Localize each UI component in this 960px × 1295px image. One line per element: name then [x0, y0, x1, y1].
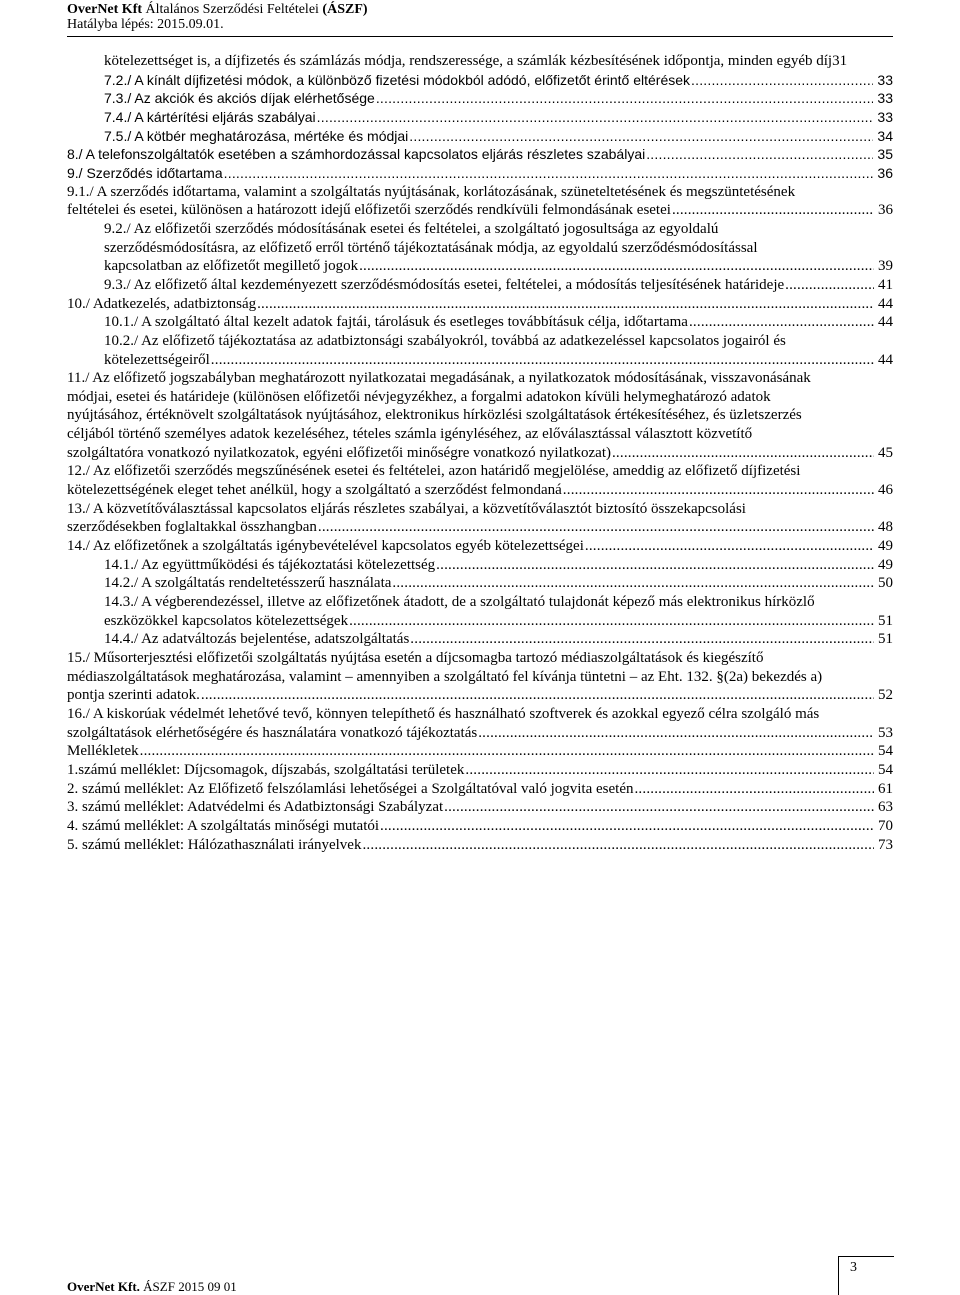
document-header: [67, 2, 368, 32]
toc-entry-title: 15./ Műsorterjesztési előfizetői szolgáltatás nyújtása esetén a díjcsomagba tartozó médiaszolgáltatások és kiegészítő: [67, 650, 764, 666]
toc-entry: [0, 836, 893, 855]
toc-entry: [0, 630, 893, 649]
toc-entry-title: 14.3./ A végberendezéssel, illetve az előfizetőnek átadott, de a szolgáltató tulajdonát képező más elektronikus hírközlő: [104, 594, 815, 611]
toc-entry: [0, 71, 893, 90]
toc-entry: [0, 276, 893, 295]
toc-entry-page: 70: [878, 817, 893, 834]
toc-entry: [0, 686, 893, 705]
toc-entry-continuation: [0, 462, 893, 481]
toc-entry-continuation: [0, 220, 893, 239]
dot-leader: [634, 780, 874, 799]
toc-entry: [0, 52, 893, 71]
toc-entry-title: céljából történő személyes adatok kezeléséhez, tételes számla igényléséhez, az előválasztással választott közvetítő: [67, 426, 753, 443]
toc-entry: [0, 127, 893, 146]
toc-entry: [0, 313, 893, 332]
toc-entry: [0, 444, 893, 463]
toc-entry-title: feltételei és esetei, különösen a határozott idejű előfizetői szerződés rendkívüli felmondásának esetei: [67, 202, 671, 219]
footer-company: OverNet Kft.: [67, 1279, 140, 1294]
toc-entry-title: 10.2./ Az előfizető tájékoztatása az adatbiztonsági szabályokról, továbbá az adatkezeléssel kapcsolatos jogairól és: [104, 332, 786, 349]
toc-entry-title: 2. számú melléklet: Az Előfizető felszólamlási lehetőségei a Szolgáltatóval való jogvita esetén: [67, 780, 634, 797]
toc-entry-title: 7.3./ Az akciók és akciós díjak elérhetősége: [104, 90, 375, 107]
toc-entry: [0, 89, 893, 108]
toc-entry-title: 7.5./ A kötbér meghatározása, mértéke és módjai: [104, 127, 409, 144]
document-abbreviation: (ÁSZF): [322, 2, 368, 17]
dot-leader: [585, 537, 874, 556]
document-footer: [67, 1280, 237, 1294]
toc-entry-page: 34: [877, 127, 893, 144]
toc-entry: [0, 742, 893, 761]
dot-leader: [409, 127, 873, 146]
toc-entry-title: 14.4./ Az adatváltozás bejelentése, adatszolgáltatás: [104, 631, 410, 648]
effective-date: Hatályba lépés: 2015.09.01.: [67, 17, 224, 32]
toc-entry-title: 14./ Az előfizetőnek a szolgáltatás igénybevételével kapcsolatos egyéb kötelezettségei: [67, 538, 584, 555]
toc-entry: [0, 724, 893, 743]
toc-entry-page: 44: [878, 314, 893, 331]
dot-leader: [689, 313, 874, 332]
toc-entry-continuation: [0, 332, 893, 351]
table-of-contents: [0, 52, 893, 854]
page-number-box: [838, 1256, 894, 1295]
toc-entry-title: kötelezettséget is, a díjfizetés és számlázás módja, rendszeressége, a számlák kézbesítésének időpontja, minden egyéb díj: [104, 53, 833, 69]
toc-entry-page: 44: [878, 351, 893, 368]
toc-entry: [0, 518, 893, 537]
toc-entry-page: 36: [877, 164, 893, 181]
footer-document-id: ÁSZF 2015 09 01: [143, 1279, 237, 1294]
toc-entry-title: kapcsolatban az előfizetőt megillető jogok: [104, 258, 359, 275]
toc-entry-page: 51: [878, 612, 893, 629]
toc-entry-title: 1.számú melléklet: Díjcsomagok, díjszabás, szolgáltatási területek: [67, 761, 465, 778]
toc-entry: [0, 556, 893, 575]
dot-leader: [563, 481, 874, 500]
toc-entry: [0, 295, 893, 314]
dot-leader: [359, 257, 874, 276]
toc-entry: [0, 537, 893, 556]
toc-entry-title: 3. számú melléklet: Adatvédelmi és Adatbiztonsági Szabályzat: [67, 799, 444, 816]
toc-entry-page: 54: [878, 761, 893, 778]
toc-entry-title: módjai, esetei és határideje (különösen előfizetői névjegyzékhez, a forgalmi adatokon kívüli helymeghatározó adatok: [67, 388, 771, 405]
toc-entry-continuation: [0, 649, 893, 668]
toc-entry-title: 9./ Szerződés időtartama: [67, 164, 223, 181]
toc-entry-continuation: [0, 369, 893, 388]
dot-leader: [380, 817, 874, 836]
dot-leader: [410, 630, 874, 649]
dot-leader: [140, 742, 874, 761]
toc-entry-continuation: [0, 705, 893, 724]
toc-entry-title: 14.1./ Az együttműködési és tájékoztatási kötelezettség: [104, 556, 436, 573]
toc-entry-title: 12./ Az előfizetői szerződés megszűnésének esetei és feltételei, azon határidő megjelölése, ameddig az előfizető díjfizetési: [67, 463, 801, 480]
dot-leader: [612, 444, 874, 463]
header-title-line: [67, 2, 368, 17]
toc-entry-continuation: [0, 425, 893, 444]
toc-entry-continuation: [0, 593, 893, 612]
toc-entry-page: 54: [878, 743, 893, 760]
toc-entry-continuation: [0, 388, 893, 407]
dot-leader: [224, 164, 874, 183]
dot-leader: [465, 761, 874, 780]
toc-entry-page: 44: [878, 295, 893, 312]
toc-entry-title: 4. számú melléklet: A szolgáltatás minőségi mutatói: [67, 817, 380, 834]
toc-entry-title: 9.3./ Az előfizető által kezdeményezett szerződésmódosítás esetei, feltételei, a módosítás teljesítésének határideje: [104, 276, 785, 293]
dot-leader: [691, 71, 873, 90]
toc-entry-page: 41: [878, 276, 893, 293]
toc-entry-title: 14.2./ A szolgáltatás rendeltetésszerű használata: [104, 575, 392, 592]
toc-entry-page: 51: [878, 631, 893, 648]
header-divider: [67, 36, 893, 37]
toc-entry-title: kötelezettségeiről: [104, 351, 210, 368]
toc-entry-title: 10.1./ A szolgáltató által kezelt adatok fajtái, tárolásuk és esetleges továbbításuk célja, időtartama: [104, 314, 688, 331]
page-number: 3: [850, 1260, 857, 1275]
toc-entry-title: szolgáltatóra vonatkozó nyilatkozatok, egyéni előfizetői minőségre vonatkozó nyilatkozat): [67, 444, 611, 461]
toc-entry: [0, 612, 893, 631]
toc-entry-page: 61: [878, 780, 893, 797]
toc-entry-page: 50: [878, 575, 893, 592]
toc-entry-page: 35: [877, 146, 893, 163]
dot-leader: [444, 798, 874, 817]
toc-entry: [0, 201, 893, 220]
toc-entry-title: nyújtásához, értéknövelt szolgáltatások nyújtásához, elektronikus hírközlési szolgáltatások értékesítéséhez, és üzletszerzés: [67, 407, 802, 424]
dot-leader: [317, 108, 874, 127]
toc-entry: [0, 351, 893, 370]
toc-entry-page: 49: [878, 556, 893, 573]
toc-entry: [0, 145, 893, 164]
toc-entry-title: 10./ Adatkezelés, adatbiztonság: [67, 295, 257, 312]
dot-leader: [376, 89, 874, 108]
toc-entry-title: médiaszolgáltatások meghatározása, valamint – amennyiben a szolgáltató fel kívánja tüntetni – az Eht. 132. §(2a) bekezdés a): [67, 668, 823, 685]
toc-entry-title: 7.2./ A kínált díjfizetési módok, a különböző fizetési módokból adódó, előfizetőt érintő eltérések: [104, 71, 691, 88]
toc-entry-continuation: [0, 183, 893, 202]
toc-entry: [0, 481, 893, 500]
document-title: Általános Szerződési Feltételei: [145, 2, 319, 17]
toc-entry: [0, 761, 893, 780]
toc-entry-continuation: [0, 406, 893, 425]
toc-entry-title: szerződésmódosításra, az előfizető erről történő tájékoztatásának módja, az egyoldalú szerződésmódosítással: [104, 239, 758, 256]
dot-leader: [672, 201, 874, 220]
toc-entry-title: 16./ A kiskorúak védelmét lehetővé tevő, könnyen telepíthető és használható szoftverek és azokkal egyező célra szolgáló más: [67, 705, 820, 722]
toc-entry-page: 39: [878, 258, 893, 275]
toc-entry-title: 9.2./ Az előfizetői szerződés módosításának esetei és feltételei, a szolgáltató jogosultsága az egyoldalú: [104, 220, 719, 237]
toc-entry-page: 63: [878, 799, 893, 816]
dot-leader: [436, 556, 874, 575]
dot-leader: [211, 351, 874, 370]
toc-entry-continuation: [0, 668, 893, 687]
toc-entry-title: 13./ A közvetítőválasztással kapcsolatos eljárás részletes szabályai, a közvetítőválasztót biztosító összekapcsolási: [67, 500, 746, 517]
toc-entry-page: 33: [877, 71, 893, 88]
dot-leader: [349, 612, 874, 631]
toc-entry-page: 46: [878, 482, 893, 499]
toc-entry-title: 8./ A telefonszolgáltatók esetében a számhordozással kapcsolatos eljárás részletes szabályai: [67, 146, 646, 163]
toc-entry-title: szerződésekben foglaltakkal összhangban: [67, 519, 317, 536]
toc-entry-title: kötelezettségének eleget tehet anélkül, hogy a szolgáltató a szerződést felmondaná: [67, 482, 562, 499]
dot-leader: [257, 295, 874, 314]
toc-entry-page: 52: [878, 687, 893, 704]
toc-entry: [0, 574, 893, 593]
toc-entry-continuation: [0, 239, 893, 258]
toc-entry-title: 7.4./ A kártérítési eljárás szabályai: [104, 108, 316, 125]
dot-leader: [478, 724, 874, 743]
dot-leader: [392, 574, 874, 593]
toc-entry: [0, 108, 893, 127]
toc-entry-title: 11./ Az előfizető jogszabályban meghatározott nyilatkozatai megadásának, a nyilatkozatok módosításának, visszavonásának: [67, 370, 811, 387]
toc-entry-page: 33: [877, 90, 893, 107]
dot-leader: [362, 836, 874, 855]
toc-entry-page: 48: [878, 519, 893, 536]
toc-entry-page: 49: [878, 538, 893, 555]
toc-entry: [0, 257, 893, 276]
toc-entry-page: 53: [878, 724, 893, 741]
company-name: OverNet Kft: [67, 2, 143, 17]
toc-entry: [0, 817, 893, 836]
toc-entry-title: 5. számú melléklet: Hálózathasználati irányelvek: [67, 836, 362, 853]
dot-leader: [646, 145, 873, 164]
toc-entry-page: 73: [878, 836, 893, 853]
toc-entry-continuation: [0, 500, 893, 519]
toc-entry-title: 9.1./ A szerződés időtartama, valamint a szolgáltatás nyújtásának, korlátozásának, szüneteltetésének és megszüntetésének: [67, 183, 796, 200]
toc-entry: [0, 164, 893, 183]
toc-entry-title: eszközökkel kapcsolatos kötelezettségek: [104, 612, 349, 629]
dot-leader: [318, 518, 874, 537]
toc-entry-page: 45: [878, 444, 893, 461]
dot-leader: [785, 276, 874, 295]
toc-entry-page: 31: [832, 53, 848, 69]
toc-entry-title: szolgáltatások elérhetőségére és használatára vonatkozó tájékoztatás: [67, 724, 478, 741]
dot-leader: [201, 686, 874, 705]
toc-entry-title: pontja szerinti adatok.: [67, 687, 200, 704]
toc-entry: [0, 798, 893, 817]
toc-entry-page: 36: [878, 202, 893, 219]
toc-entry: [0, 780, 893, 799]
toc-entry-title: Mellékletek: [67, 743, 139, 760]
toc-entry-page: 33: [877, 108, 893, 125]
